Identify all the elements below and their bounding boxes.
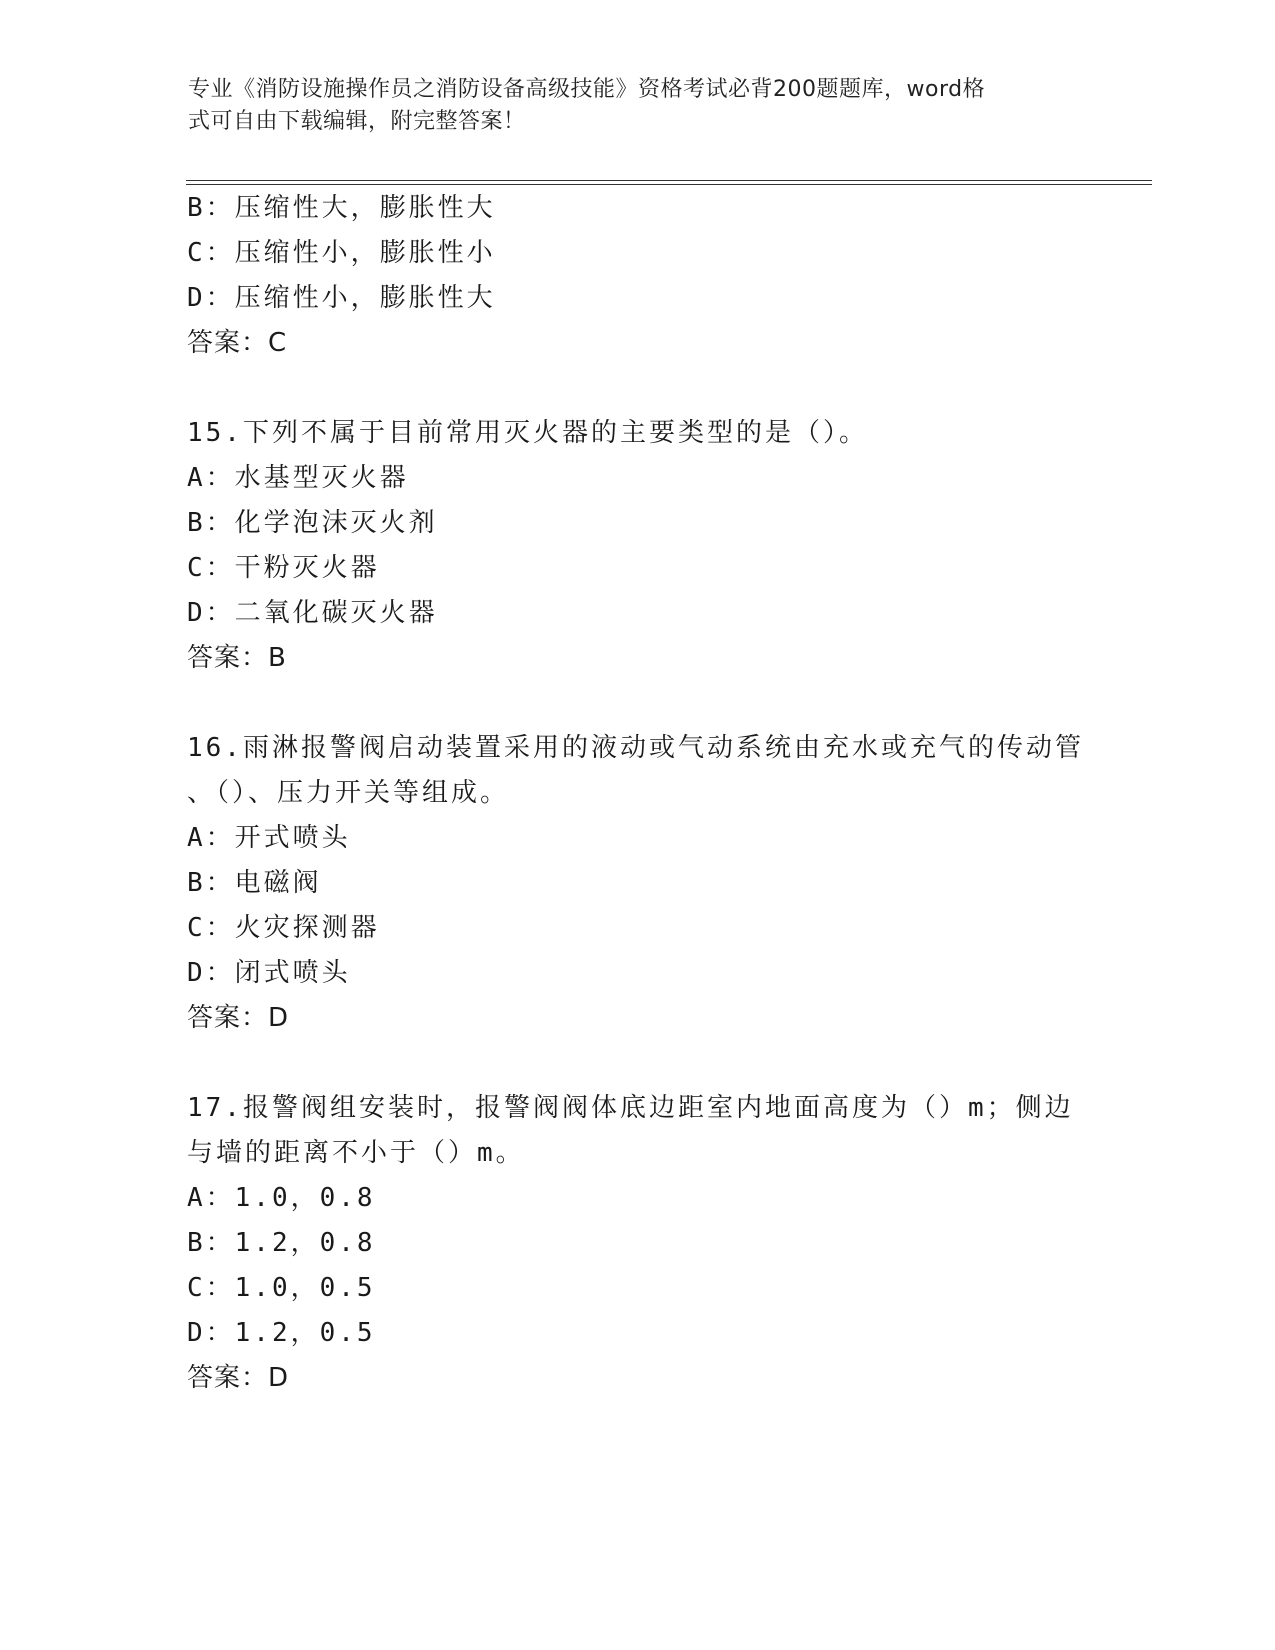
q17-option-d: D：1.2，0.5 [187, 1318, 376, 1348]
q17-option-a: A：1.0，0.8 [187, 1183, 376, 1213]
q17-stem-line-1: 17.报警阀组安装时，报警阀阀体底边距室内地面高度为（）m；侧边 [187, 1093, 1074, 1123]
q15-stem: 15.下列不属于目前常用灭火器的主要类型的是（）。 [187, 418, 868, 448]
q17-stem-line-2: 与墙的距离不小于（）m。 [187, 1138, 525, 1168]
header-divider-top [186, 180, 1152, 181]
q14-option-b: B：压缩性大，膨胀性大 [187, 193, 496, 223]
q17-option-b: B：1.2，0.8 [187, 1228, 376, 1258]
q16-option-c: C：火灾探测器 [187, 913, 380, 943]
document-header [188, 74, 1068, 138]
q17-option-c: C：1.0，0.5 [187, 1273, 376, 1303]
q16-stem-line-2: 、（）、压力开关等组成。 [187, 778, 510, 808]
q17-answer: 答案：D [187, 1363, 290, 1393]
q16-answer: 答案：D [187, 1003, 290, 1033]
q16-option-d: D：闭式喷头 [187, 958, 351, 988]
header-divider-bottom [186, 184, 1152, 185]
q16-option-a: A：开式喷头 [187, 823, 351, 853]
q15-answer: 答案：B [187, 643, 287, 673]
header-intro-line-2: 式可自由下载编辑，附完整答案！ [188, 109, 526, 134]
q16-stem-line-1: 16.雨淋报警阀启动装置采用的液动或气动系统由充水或充气的传动管 [187, 733, 1084, 763]
q14-answer: 答案：C [187, 328, 288, 358]
q15-option-b: B：化学泡沫灭火剂 [187, 508, 438, 538]
q15-option-a: A：水基型灭火器 [187, 463, 409, 493]
q15-option-d: D：二氧化碳灭火器 [187, 598, 438, 628]
q14-option-c: C：压缩性小，膨胀性小 [187, 238, 496, 268]
q16-option-b: B：电磁阀 [187, 868, 322, 898]
q15-option-c: C：干粉灭火器 [187, 553, 380, 583]
q14-option-d: D：压缩性小，膨胀性大 [187, 283, 496, 313]
header-intro-line-1: 专业《消防设施操作员之消防设备高级技能》资格考试必背200题题库，word格 [188, 77, 986, 102]
